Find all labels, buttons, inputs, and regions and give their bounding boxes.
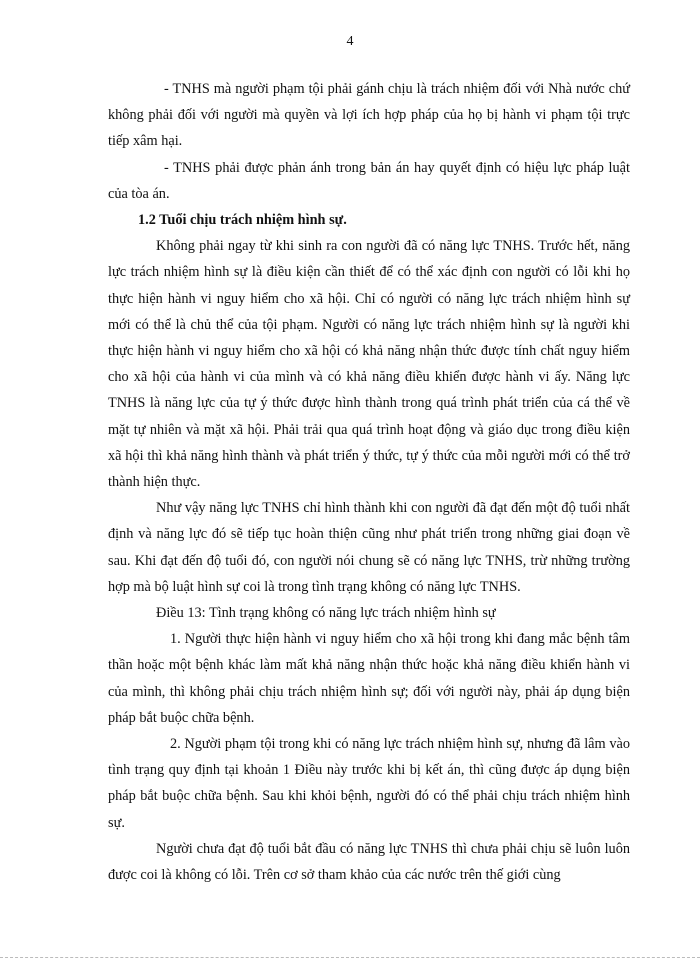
body-paragraph: Như vậy năng lực TNHS chỉ hình thành khi con người đã đạt đến một độ tuổi nhất định và năng lực đó sẽ tiếp tục hoàn thiện cũng như phát triển trong những giai đoạn về sau. Khi đạt đến độ tuổi đó, con người nói chung sẽ có năng lực TNHS, trừ những trường hợp mà bộ luật hình sự coi là trong tình trạng không có năng lực TNHS. (108, 500, 630, 595)
bullet-paragraph: - TNHS mà người phạm tội phải gánh chịu là trách nhiệm đối với Nhà nước chứ không phải đối với người mà quyền và lợi ích hợp pháp của họ bị hành vi phạm tội trực tiếp xâm hại. (108, 81, 630, 150)
body-paragraph: Không phải ngay từ khi sinh ra con người đã có năng lực TNHS. Trước hết, năng lực trách nhiệm hình sự là điều kiện cần thiết để có thể xác định con người có lỗi khi họ thực hiện hành vi nguy hiểm cho xã hội. Chỉ có người có năng lực trách nhiệm hình sự mới có thể là chủ thể của tội phạm. Người có năng lực trách nhiệm hình sự là người khi thực hiện hành vi nguy hiểm cho xã hội có khả năng nhận thức được tính chất nguy hiểm cho xã hội của hành vi của mình và có khả năng điều khiển được hành vi ấy. Năng lực TNHS là năng lực của tự ý thức được hình thành trong quá trình phát triển của cá thể về mặt tự nhiên và mặt xã hội. Phải trải qua quá trình hoạt động và giáo dục trong điều kiện xã hội thì khả năng hình thành và phát triển ý thức, tự ý thức của mỗi người mới có thể trở thành hiện thực. (108, 238, 630, 491)
bullet-paragraph: - TNHS phải được phản ánh trong bản án hay quyết định có hiệu lực pháp luật của tòa án. (108, 159, 630, 202)
article-title: Điều 13: Tình trạng không có năng lực trách nhiệm hình sự (156, 605, 496, 622)
article-clause: 2. Người phạm tội trong khi có năng lực trách nhiệm hình sự, nhưng đã lâm vào tình trạng quy định tại khoản 1 Điều này trước khi bị kết án, thì cũng được áp dụng biện pháp bắt buộc chữa bệnh. Sau khi khỏi bệnh, người đó có thể phải chịu trách nhiệm hình sự. (108, 736, 630, 831)
body-paragraph: Người chưa đạt độ tuổi bắt đầu có năng lực TNHS thì chưa phải chịu sẽ luôn luôn được coi là không có lỗi. Trên cơ sở tham khảo của các nước trên thế giới cùng (108, 840, 630, 884)
page-number: 4 (346, 34, 354, 49)
document-body (108, 76, 630, 888)
article-clause: 1. Người thực hiện hành vi nguy hiểm cho xã hội trong khi đang mắc bệnh tâm thần hoặc một bệnh khác làm mất khả năng nhận thức hoặc khả năng điều khiển hành vi của mình, thì không phải chịu trách nhiệm hình sự; đối với người này, phải áp dụng biện pháp bắt buộc chữa bệnh. (108, 631, 630, 726)
section-heading: 1.2 Tuổi chịu trách nhiệm hình sự. (138, 212, 347, 229)
page-bottom-rule (0, 957, 700, 958)
